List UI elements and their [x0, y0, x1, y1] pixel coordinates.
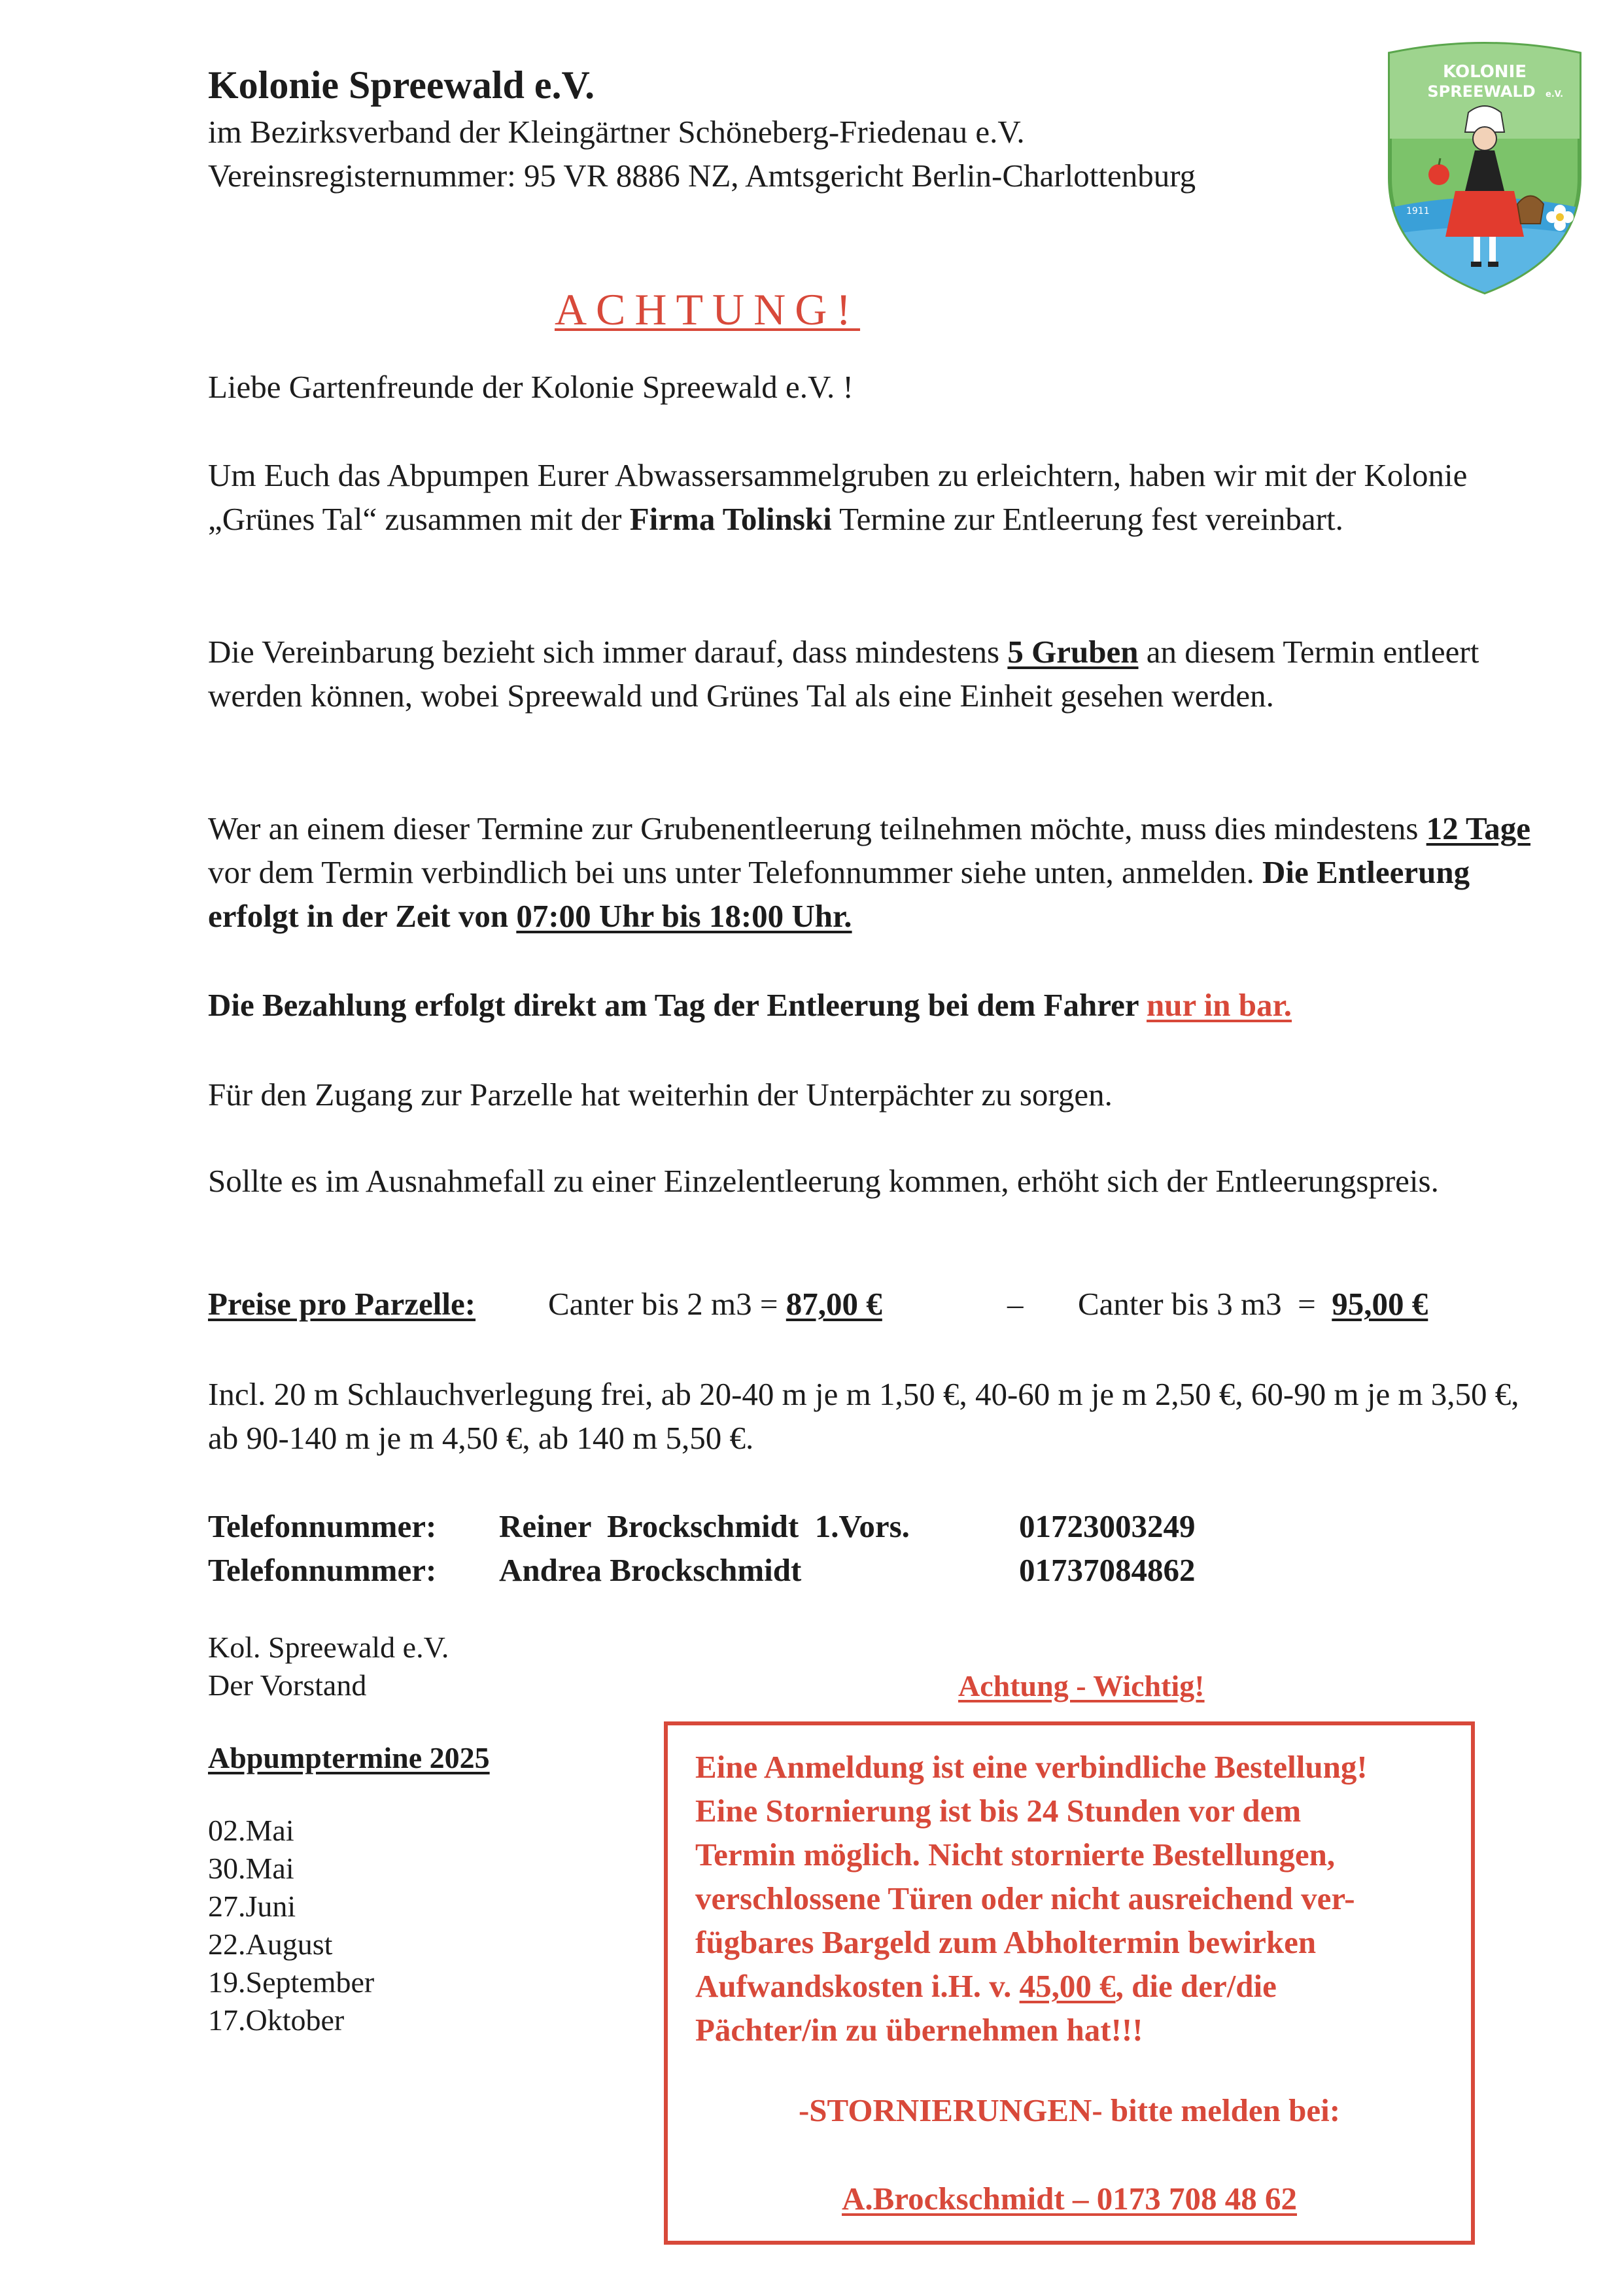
text-run: vor dem Termin verbindlich bei uns unter Telefonnummer siehe unten, anmelden.: [208, 854, 1262, 890]
logo-text-line2: SPREEWALD: [1427, 82, 1536, 101]
text-run: Um Euch das Abpumpen Eurer Abwassersammelgruben zu erleichtern, haben wir mit der Kolonie „Grünes Tal“ zusammen mit der: [208, 457, 1468, 537]
cancellation-contact: [668, 2177, 1471, 2220]
text-run: Die Vereinbarung bezieht sich immer darauf, dass mindestens: [208, 634, 1008, 670]
signature-board: Der Vorstand: [208, 1668, 367, 1702]
hose-pricing: Incl. 20 m Schlauchverlegung frei, ab 20-40 m je m 1,50 €, 40-60 m je m 2,50 €, 60-90 m je m 3,50 €, ab 90-140 m je m 4,50 €, ab 140 m 5,50 €.: [208, 1376, 1519, 1456]
list-item: 02.Mai: [208, 1814, 294, 1847]
dates-list: [208, 1812, 374, 2039]
price-value: 95,00 €: [1332, 1286, 1428, 1322]
list-item: 22.August: [208, 1927, 333, 1961]
paragraph-payment: [208, 983, 1542, 1027]
text-run: Termine zur Entleerung fest vereinbart.: [831, 501, 1343, 537]
text-run: Canter bis 3 m3 =: [1078, 1286, 1332, 1322]
time-window: 07:00 Uhr bis 18:00 Uhr.: [516, 898, 852, 934]
list-item: 19.September: [208, 1965, 375, 1999]
list-item: 27.Juni: [208, 1890, 296, 1923]
text-run: Eine Anmeldung ist eine verbindliche Bestellung! Eine Stornierung ist bis 24 Stunden vor dem Termin möglich. Nicht stornierte Bestellungen, verschlossene Türen oder nicht ausreichend ver- fügbares Bargeld zum Abholtermin bewirken Aufwandskosten i.H. v.: [695, 1749, 1368, 2004]
warning-box: [664, 1721, 1475, 2245]
price-separator: –: [1007, 1286, 1024, 1322]
paragraph-access: Für den Zugang zur Parzelle hat weiterhin der Unterpächter zu sorgen.: [208, 1077, 1113, 1113]
phone-label: Telefonnummer:: [208, 1552, 437, 1588]
text-run-bold: Die Entleerung erfolgt in der Zeit von: [208, 854, 1470, 934]
fee-value: 45,00 €: [1019, 1968, 1116, 2004]
heading-text: ACHTUNG!: [554, 285, 861, 334]
heading-achtung: [0, 280, 1624, 339]
paragraph-registration: [208, 806, 1542, 938]
text-run: Wer an einem dieser Termine zur Grubenentleerung teilnehmen möchte, muss dies mindestens: [208, 810, 1426, 846]
warning-title: Achtung - Wichtig!: [958, 1669, 1205, 1702]
company-name: Firma Tolinski: [629, 501, 832, 537]
list-item: 17.Oktober: [208, 2003, 345, 2037]
text-run: , die der/die Pächter/in zu übernehmen hat!!!: [695, 1968, 1277, 2048]
greeting: Liebe Gartenfreunde der Kolonie Spreewald e.V. !: [208, 369, 854, 405]
logo-text-suffix: e.V.: [1546, 90, 1564, 99]
association-line: im Bezirksverband der Kleingärtner Schöneberg-Friedenau e.V.: [208, 114, 1025, 150]
paragraph-agreement: [208, 630, 1542, 717]
price-canter-3m3: [1078, 1282, 1428, 1326]
price-canter-2m3: [548, 1282, 882, 1326]
deadline-days: 12 Tage: [1426, 810, 1530, 846]
dates-title: Abpumptermine 2025: [208, 1741, 490, 1774]
signature-org: Kol. Spreewald e.V.: [208, 1631, 449, 1664]
price-value: 87,00 €: [786, 1286, 882, 1322]
phone-row: [208, 1548, 1320, 1593]
cancellation-contact-text: A.Brockschmidt – 0173 708 48 62: [841, 2181, 1297, 2217]
text-run: Canter bis 2 m3 =: [548, 1286, 786, 1322]
list-item: 30.Mai: [208, 1852, 294, 1885]
logo-year: 1911: [1406, 206, 1430, 216]
logo-text-line1: KOLONIE: [1442, 62, 1527, 82]
warning-text: [695, 1745, 1460, 2052]
cash-only: nur in bar.: [1147, 987, 1292, 1023]
basket-icon: [1517, 196, 1544, 224]
min-pits: 5 Gruben: [1007, 634, 1139, 670]
phone-number: 01737084862: [1019, 1552, 1196, 1588]
phone-row: [208, 1504, 1320, 1549]
phone-name: Reiner Brockschmidt 1.Vors.: [499, 1508, 910, 1544]
price-label: Preise pro Parzelle:: [208, 1286, 476, 1322]
phone-name: Andrea Brockschmidt: [499, 1552, 802, 1588]
kolonie-spreewald-logo: [1377, 41, 1593, 297]
phone-label: Telefonnummer:: [208, 1508, 437, 1544]
cancellation-title: -STORNIERUNGEN- bitte melden bei:: [798, 2092, 1341, 2128]
text-run: an diesem Termin entleert werden können, wobei Spreewald und Grünes Tal als eine Einheit gesehen werden.: [208, 634, 1479, 714]
phone-number: 01723003249: [1019, 1508, 1196, 1544]
paragraph-appointments: [208, 453, 1542, 541]
text-run: Die Bezahlung erfolgt direkt am Tag der Entleerung bei dem Fahrer: [208, 987, 1147, 1023]
register-line: Vereinsregisternummer: 95 VR 8886 NZ, Amtsgericht Berlin-Charlottenburg: [208, 158, 1196, 194]
org-name: Kolonie Spreewald e.V.: [208, 63, 595, 107]
paragraph-single-emptying: Sollte es im Ausnahmefall zu einer Einzelentleerung kommen, erhöht sich der Entleerungspreis.: [208, 1163, 1439, 1199]
